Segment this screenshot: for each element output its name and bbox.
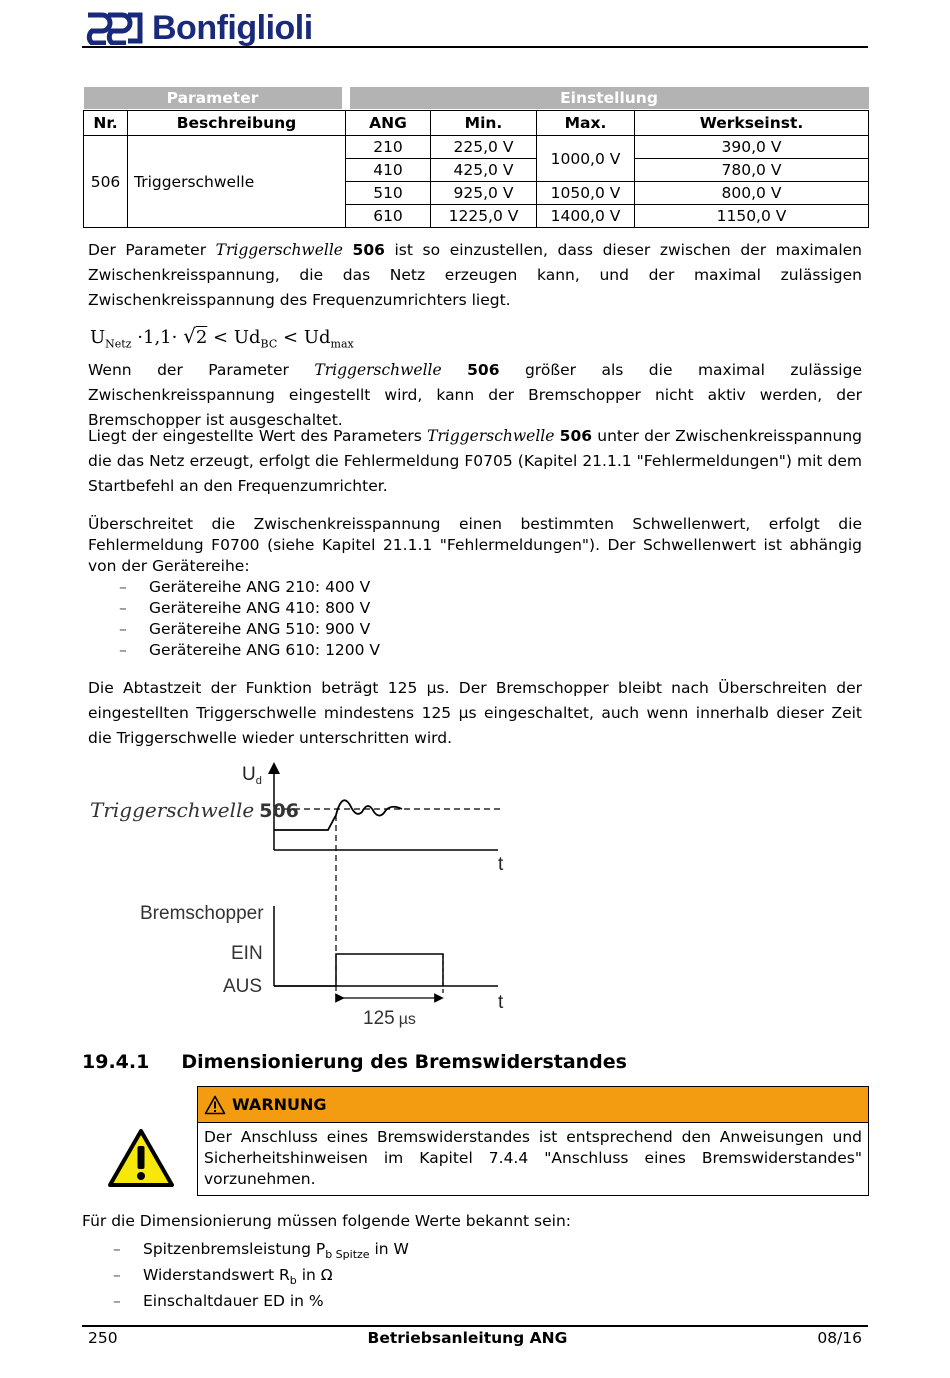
- paragraph-sampling: Die Abtastzeit der Funktion beträgt 125 µs. Der Bremschopper bleibt nach Überschreiten der eingestellten Triggerschwelle mindestens 125 µs eingeschaltet, auch wenn innerhalb dieser Zeit die Triggerschwelle wieder unterschritten wird.: [88, 679, 862, 747]
- values-list: [82, 1239, 409, 1312]
- col-desc: Beschreibung: [128, 111, 346, 136]
- col-ang: ANG: [346, 111, 431, 136]
- col-min: Min.: [431, 111, 537, 136]
- document-title: Betriebsanleitung ANG: [367, 1329, 568, 1347]
- cell-max: 1400,0 V: [537, 205, 635, 228]
- brems-pulse: [274, 954, 443, 986]
- header-rule: [82, 46, 868, 48]
- cell-ang: 210: [346, 136, 431, 159]
- cell-max: 1000,0 V: [537, 136, 635, 182]
- paragraph-threshold: Überschreitet die Zwischenkreisspannung einen bestimmten Schwellenwert, erfolgt die Fehlermeldung F0700 (siehe Kapitel 21.1.1 "Fehlermeldungen"). Der Schwellenwert ist abhängig von der Gerätereihe:: [88, 515, 862, 575]
- warning-header: [198, 1087, 868, 1123]
- aus-label: AUS: [223, 976, 263, 997]
- list-item: – Einschaltdauer ED in %: [113, 1292, 324, 1311]
- cell-ang: 510: [346, 182, 431, 205]
- document-date: 08/16: [817, 1329, 862, 1347]
- paragraph-dimension-values: Für die Dimensionierung müssen folgende Werte bekannt sein:: [82, 1212, 571, 1230]
- warning-triangle-icon: [107, 1128, 175, 1188]
- cell-min: 1225,0 V: [431, 205, 537, 228]
- t-label-top: t: [498, 854, 504, 875]
- timing-diagram: [80, 760, 520, 1035]
- cell-ang: 610: [346, 205, 431, 228]
- cell-default: 800,0 V: [635, 182, 869, 205]
- page-number: 250: [88, 1329, 118, 1347]
- paragraph-trigger-setting: Der Parameter Triggerschwelle 506 ist so einzustellen, dass dieser zwischen der maximalen Zwischenkreisspannung, die das Netz erzeugen kann, und der maximal zulässigen Zwischenkreisspannung des Frequenzumrichters liegt.: [88, 241, 862, 309]
- col-nr: Nr.: [84, 111, 128, 136]
- section-number: 19.4.1: [82, 1051, 150, 1073]
- t-label-bottom: t: [498, 992, 504, 1013]
- section-title: Dimensionierung des Bremswiderstandes: [181, 1051, 627, 1073]
- warning-title: WARNUNG: [232, 1095, 327, 1114]
- cell-desc: Triggerschwelle: [128, 136, 346, 228]
- table-row: [84, 136, 869, 159]
- warning-text: Der Anschluss eines Bremswiderstandes ist entsprechend den Anweisungen und Sicherheitshinweisen im Kapitel 7.4.4 "Anschluss eines Bremswiderstandes" vorzunehmen.: [204, 1128, 862, 1188]
- cell-default: 390,0 V: [635, 136, 869, 159]
- list-item: – Spitzenbremsleistung $P_{b Spitze}$ in W: [113, 1240, 409, 1262]
- group-parameter: Parameter: [84, 87, 342, 109]
- formula: $U_{Netz} \cdot 1,1\cdot √2 < Ud_{BC} < Ud_{max}$: [90, 324, 354, 351]
- cell-max: 1050,0 V: [537, 182, 635, 205]
- cell-min: 925,0 V: [431, 182, 537, 205]
- paragraph-trigger-too-high: Wenn der Parameter Triggerschwelle 506 größer als die maximal zulässige Zwischenkreisspannung eingestellt wird, kann der Bremschopper nicht aktiv werden, der Bremschopper ist ausgeschaltet.: [88, 361, 862, 429]
- warning-small-icon: [204, 1095, 226, 1115]
- list-item: – Widerstandswert $R_b$ in Ω: [113, 1266, 333, 1288]
- col-max: Max.: [537, 111, 635, 136]
- series-list: [88, 577, 380, 661]
- cell-default: 1150,0 V: [635, 205, 869, 228]
- list-item: – Gerätereihe ANG 210: 400 V: [119, 578, 371, 596]
- cell-min: 425,0 V: [431, 159, 537, 182]
- bonfiglioli-logo-icon: [80, 11, 146, 45]
- trigger-label: Triggerschwelle 506: [90, 798, 299, 822]
- section-heading: [82, 1051, 627, 1073]
- brems-label: Bremschopper: [140, 903, 264, 924]
- ein-label: EIN: [231, 943, 263, 964]
- brand-name: Bonfiglioli: [152, 8, 313, 47]
- cell-min: 225,0 V: [431, 136, 537, 159]
- list-item: – Gerätereihe ANG 610: 1200 V: [119, 641, 381, 659]
- paragraph-trigger-too-low: Liegt der eingestellte Wert des Parameters Triggerschwelle 506 unter der Zwischenkreisspannung die das Netz erzeugt, erfolgt die Fehlermeldung F0705 (Kapitel 21.1.1 "Fehlermeldungen") mit dem Startbefehl an den Frequenzumrichter.: [88, 427, 862, 495]
- cell-nr: 506: [84, 136, 128, 228]
- list-item: – Gerätereihe ANG 510: 900 V: [119, 620, 371, 638]
- parameter-table: [83, 86, 869, 228]
- duration-label: 125 µs: [363, 1008, 416, 1029]
- warning-box: [197, 1086, 869, 1196]
- col-default: Werkseinst.: [635, 111, 869, 136]
- page-footer: [88, 1329, 862, 1347]
- cell-default: 780,0 V: [635, 159, 869, 182]
- cell-ang: 410: [346, 159, 431, 182]
- footer-rule: [82, 1325, 868, 1327]
- ud-label: $U_d$: [242, 764, 262, 787]
- list-item: – Gerätereihe ANG 410: 800 V: [119, 599, 371, 617]
- group-setting: Einstellung: [350, 87, 869, 109]
- brand-logo: [80, 8, 313, 48]
